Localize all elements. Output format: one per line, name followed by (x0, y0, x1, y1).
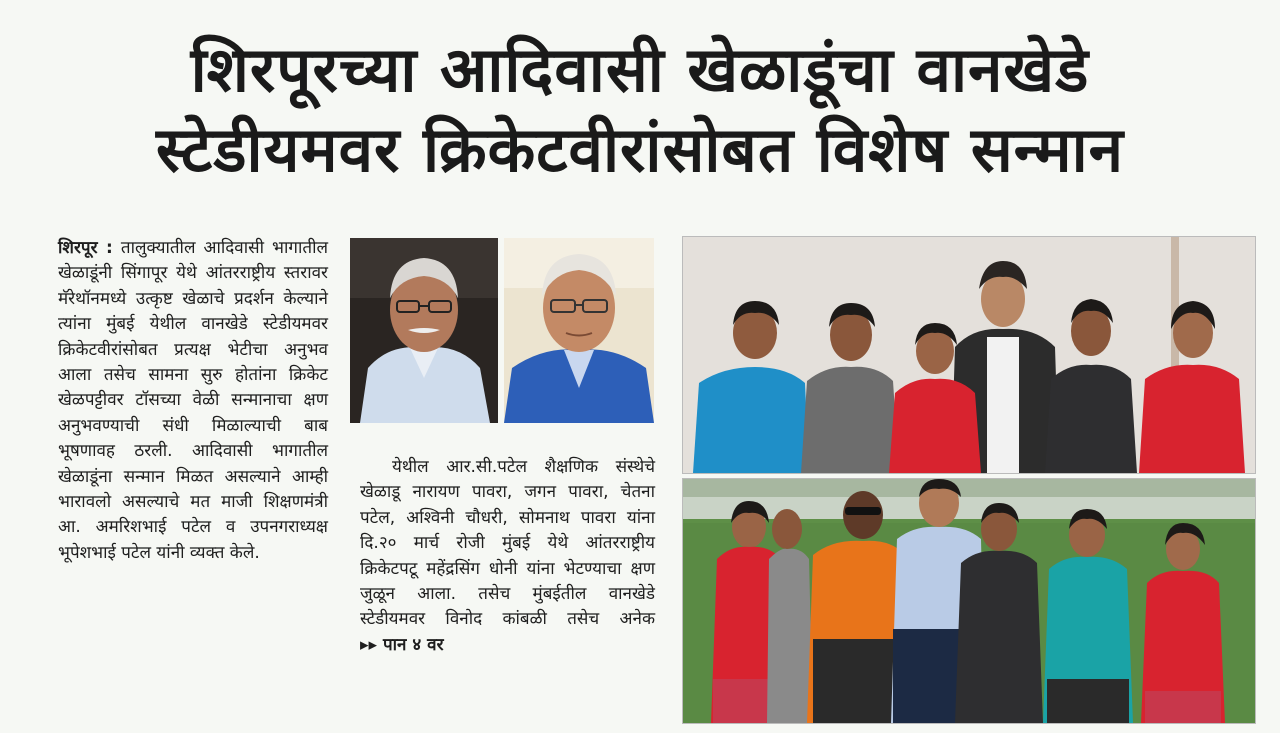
continued-on-page-4: ▸▸ पान ४ वर (360, 634, 444, 655)
group-photo-field (682, 478, 1256, 724)
headline (10, 30, 1270, 190)
portrait-photo-2 (504, 238, 654, 423)
dateline: शिरपूर : (58, 238, 113, 258)
portrait-photo-1 (350, 238, 498, 423)
column-1-text: तालुक्यातील आदिवासी भागातील खेळाडूंनी सिंगापूर येथे आंतरराष्ट्रीय स्तरावर मॅरेथॉनमध्ये उत्कृष्ट खेळाचे प्रदर्शन केल्याने त्यांना मुंबई येथील वानखेडे स्टेडीयमवर क्रिकेटवीरांसोबत प्रत्यक्ष भेटीचा अनुभव आला तसेच सामना सुरु होतांना क्रिकेट खेळपट्टीवर टॉसच्या वेळी सन्मानाचा क्षण अनुभवण्याची संधी मिळाल्याची बाब भूषणावह ठरली. आदिवासी भागातील खेळाडूंना सन्मान मिळत असल्याने आम्ही भारावलो असल्याचे मत माजी शिक्षणमंत्री आ. अमरिशभाई पटेल व उपनगराध्यक्ष भूपेशभाई पटेल यांनी व्यक्त केले. (58, 238, 328, 563)
article-column-1 (58, 236, 328, 566)
headline-line-1: शिरपूरच्या आदिवासी खेळाडूंचा वानखेडे (190, 33, 1090, 106)
headline-line-2: स्टेडीयमवर क्रिकेटवीरांसोबत विशेष सन्मान (155, 113, 1125, 186)
group-photo-wall (682, 236, 1256, 474)
column-2-text: येथील आर.सी.पटेल शैक्षणिक संस्थेचे खेळाडू नारायण पावरा, जगन पावरा, चेतना पटेल, अश्विनी चौधरी, सोमनाथ पावरा यांना दि.२० मार्च रोजी मुंबई येथे आंतरराष्ट्रीय क्रिकेटपटू महेंद्रसिंग धोनी यांना भेटण्याचा क्षण जुळून आला. तसेच मुंबईतील वानखेडे स्टेडीयमवर विनोद कांबळी तसेच अनेक (360, 457, 655, 630)
article-column-2 (360, 455, 655, 658)
